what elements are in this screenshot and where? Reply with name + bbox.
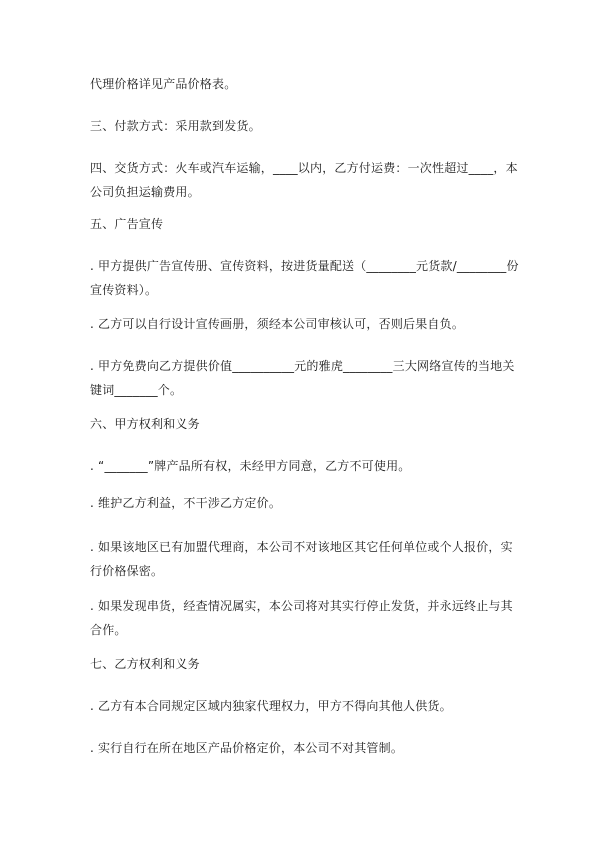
- section-payment-method: [90, 114, 520, 138]
- section-heading-party-a-rights: [90, 412, 520, 436]
- section-heading: 七、乙方权利和义务: [90, 657, 200, 671]
- clause-text: . 甲方提供广告宣传册、宣传资料，按进货量配送（________元货款/________份宣传资料）。: [90, 259, 519, 297]
- clause-brochure-supply: [90, 254, 520, 302]
- clause-text: . 甲方免费向乙方提供价值__________元的雅虎________三大网络宣传的当地关键词_______个。: [90, 359, 515, 397]
- clause-self-design-brochure: [90, 312, 520, 336]
- clause-text: . “_______”牌产品所有权，未经甲方同意，乙方不可使用。: [90, 459, 411, 473]
- clause-text: . 维护乙方利益，不干涉乙方定价。: [90, 496, 282, 510]
- clause-text: . 乙方可以自行设计宣传画册，须经本公司审核认可，否则后果自负。: [90, 317, 465, 331]
- paragraph-text: 四、交货方式：火车或汽车运输，____以内，乙方付运费：一次性超过____，本公司负担运输费用。: [90, 161, 518, 199]
- section-heading-party-b-rights: [90, 652, 520, 676]
- paragraph-text: 三、付款方式：采用款到发货。: [90, 119, 261, 133]
- paragraph-text: 代理价格详见产品价格表。: [90, 77, 237, 91]
- section-heading: 五、广告宣传: [90, 217, 164, 231]
- clause-network-promotion: [90, 354, 520, 402]
- clause-text: . 乙方有本合同规定区域内独家代理权力，甲方不得向其他人供货。: [90, 699, 452, 713]
- paragraph-price-reference: [90, 72, 520, 96]
- clause-text: . 如果该地区已有加盟代理商，本公司不对该地区其它任何单位或个人报价，实行价格保密。: [90, 540, 513, 578]
- section-delivery-method: [90, 156, 520, 204]
- section-heading: 六、甲方权利和义务: [90, 417, 200, 431]
- clause-protect-interests: [90, 491, 520, 515]
- clause-exclusive-agency: [90, 694, 520, 718]
- clause-text: . 如果发现串货，经查情况属实，本公司将对其实行停止发货，并永远终止与其合作。: [90, 599, 513, 637]
- clause-brand-ownership: [90, 454, 520, 478]
- section-heading-advertising: [90, 212, 520, 236]
- clause-price-confidentiality: [90, 535, 520, 583]
- clause-self-pricing: [90, 736, 520, 760]
- clause-text: . 实行自行在所在地区产品价格定价，本公司不对其管制。: [90, 741, 404, 755]
- clause-cross-selling: [90, 594, 520, 642]
